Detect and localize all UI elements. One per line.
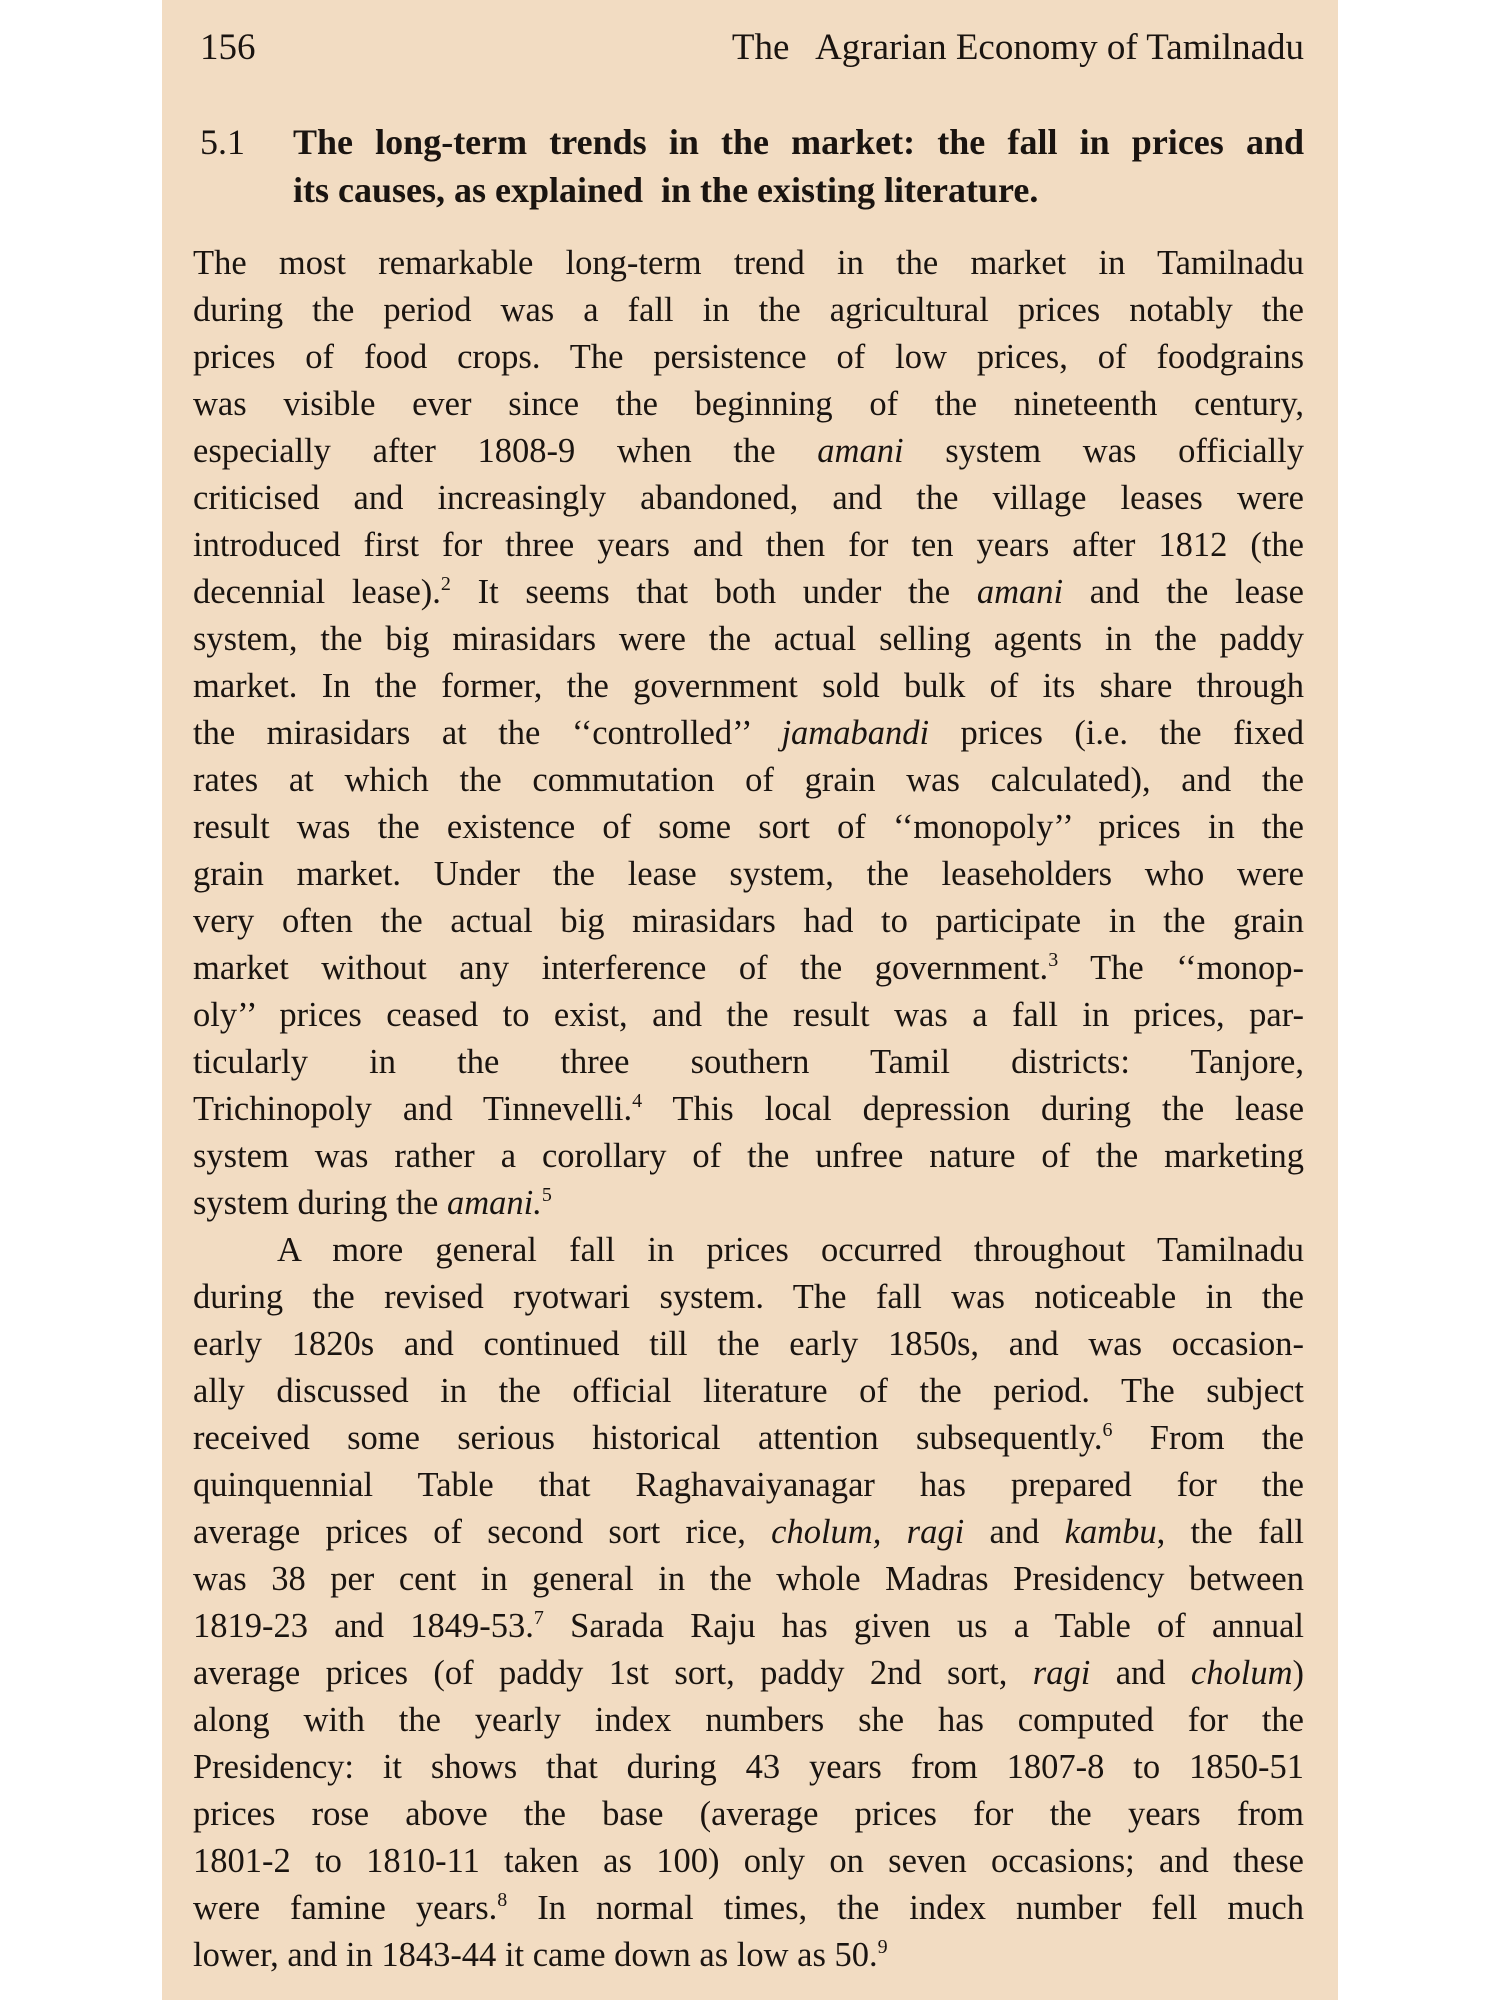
text-segment: From the xyxy=(1112,1419,1304,1457)
text-line xyxy=(193,1133,1304,1180)
text-segment: Trichinopoly and Tinnevelli. xyxy=(193,1090,633,1128)
section-number: 5.1 xyxy=(200,122,245,162)
text-segment: system was rather a corollary of the unfree nature of the marketing xyxy=(193,1137,1304,1175)
text-line xyxy=(193,1227,1304,1274)
text-line xyxy=(193,1650,1304,1697)
text-line xyxy=(193,1697,1304,1744)
text-segment: ally discussed in the official literature of the period. The subject xyxy=(193,1372,1304,1410)
text-segment: A more general fall in prices occurred throughout Tamilnadu xyxy=(277,1231,1304,1269)
text-segment: This local depression during the lease xyxy=(642,1090,1304,1128)
text-line xyxy=(193,1086,1304,1133)
text-line xyxy=(193,945,1304,992)
text-segment: average prices of second sort rice, xyxy=(193,1513,772,1551)
text-line xyxy=(193,522,1304,569)
text-line xyxy=(193,992,1304,1039)
book-page xyxy=(162,0,1338,2000)
footnote-marker: 8 xyxy=(497,1889,508,1911)
text-segment: early 1820s and continued till the early 1850s, and was occasion- xyxy=(193,1325,1304,1363)
text-segment: very often the actual big mirasidars had to participate in the grain xyxy=(193,902,1304,940)
text-line xyxy=(193,1462,1304,1509)
text-segment: the mirasidars at the ‘‘controlled’’ xyxy=(193,714,782,752)
italic-term: amani xyxy=(976,573,1064,611)
italic-term: cholum xyxy=(1190,1654,1293,1692)
text-line xyxy=(193,334,1304,381)
footnote-marker: 5 xyxy=(541,1184,552,1206)
text-segment: quinquennial Table that Raghavaiyanagar has prepared for the xyxy=(193,1466,1304,1504)
text-segment: and xyxy=(1090,1654,1191,1692)
text-segment: 1819-23 and 1849-53. xyxy=(193,1607,534,1645)
text-line xyxy=(193,1039,1304,1086)
text-line xyxy=(193,1274,1304,1321)
text-line xyxy=(193,428,1304,475)
text-segment: and the lease xyxy=(1063,573,1304,611)
text-segment: ticularly in the three southern Tamil districts: Tanjore, xyxy=(193,1043,1304,1081)
footnote-marker: 7 xyxy=(533,1607,544,1629)
text-segment: market without any interference of the government. xyxy=(193,949,1049,987)
text-line xyxy=(193,663,1304,710)
text-segment: In normal times, the index number fell much xyxy=(507,1889,1304,1927)
text-segment: Sarada Raju has given us a Table of annual xyxy=(543,1607,1304,1645)
text-segment: decennial lease). xyxy=(193,573,441,611)
text-segment: during the revised ryotwari system. The fall was noticeable in the xyxy=(193,1278,1304,1316)
text-line xyxy=(193,851,1304,898)
italic-term: amani. xyxy=(446,1184,542,1222)
footnote-marker: 9 xyxy=(877,1936,888,1958)
text-segment: grain market. Under the lease system, the leaseholders who were xyxy=(193,855,1304,893)
text-line xyxy=(193,1368,1304,1415)
text-segment: oly’’ prices ceased to exist, and the result was a fall in prices, par- xyxy=(193,996,1304,1034)
text-segment: system, the big mirasidars were the actual selling agents in the paddy xyxy=(193,620,1304,658)
page-number: 156 xyxy=(200,27,256,68)
text-segment: market. In the former, the government sold bulk of its share through xyxy=(193,667,1304,705)
text-line xyxy=(193,1838,1304,1885)
text-segment: especially after 1808-9 when the xyxy=(193,432,818,470)
text-segment: lower, and in 1843-44 it came down as low as 50. xyxy=(193,1936,878,1974)
text-segment: along with the yearly index numbers she has computed for the xyxy=(193,1701,1304,1739)
footnote-marker: 4 xyxy=(632,1090,643,1112)
text-line xyxy=(193,287,1304,334)
text-segment: The ‘‘monop- xyxy=(1058,949,1304,987)
text-line xyxy=(193,569,1304,616)
text-line xyxy=(193,475,1304,522)
text-line xyxy=(193,898,1304,945)
text-line xyxy=(193,1791,1304,1838)
italic-term: amani xyxy=(817,432,904,470)
text-segment: ) xyxy=(1292,1654,1304,1692)
text-segment: prices (i.e. the fixed xyxy=(929,714,1304,752)
section-title-line-1: The long-term trends in the market: the fall in prices and xyxy=(293,122,1304,162)
text-segment: during the period was a fall in the agricultural prices notably the xyxy=(193,291,1304,329)
footnote-marker: 3 xyxy=(1048,949,1059,971)
text-segment: were famine years. xyxy=(193,1889,498,1927)
italic-term: kambu xyxy=(1064,1513,1157,1551)
text-line xyxy=(193,757,1304,804)
running-title: The Agrarian Economy of Tamilnadu xyxy=(731,27,1304,68)
body-text xyxy=(193,240,1304,1979)
text-segment: was 38 per cent in general in the whole Madras Presidency between xyxy=(193,1560,1304,1598)
text-line xyxy=(193,1180,1304,1227)
text-segment: , the fall xyxy=(1156,1513,1304,1551)
text-line xyxy=(193,1321,1304,1368)
text-line xyxy=(193,1885,1304,1932)
text-line xyxy=(193,616,1304,663)
text-line xyxy=(193,710,1304,757)
italic-term: cholum, ragi xyxy=(771,1513,965,1551)
text-segment: Presidency: it shows that during 43 years from 1807-8 to 1850-51 xyxy=(193,1748,1304,1786)
text-line xyxy=(193,804,1304,851)
text-segment: was visible ever since the beginning of the nineteenth century, xyxy=(193,385,1304,423)
text-segment: criticised and increasingly abandoned, and the village leases were xyxy=(193,479,1304,517)
text-segment: 1801-2 to 1810-11 taken as 100) only on seven occasions; and these xyxy=(193,1842,1304,1880)
italic-term: ragi xyxy=(1032,1654,1091,1692)
italic-term: jamabandi xyxy=(781,714,930,752)
text-line xyxy=(193,381,1304,428)
text-segment: result was the existence of some sort of ‘‘monopoly’’ prices in the xyxy=(193,808,1304,846)
text-segment: rates at which the commutation of grain was calculated), and the xyxy=(193,761,1304,799)
text-line xyxy=(193,1603,1304,1650)
text-line xyxy=(193,1509,1304,1556)
text-segment: and xyxy=(964,1513,1065,1551)
text-segment: prices rose above the base (average prices for the years from xyxy=(193,1795,1304,1833)
text-segment: system during the xyxy=(193,1184,447,1222)
text-segment: prices of food crops. The persistence of low prices, of foodgrains xyxy=(193,338,1304,376)
footnote-marker: 6 xyxy=(1102,1419,1113,1441)
text-segment: introduced first for three years and then for ten years after 1812 (the xyxy=(193,526,1304,564)
text-line xyxy=(193,1556,1304,1603)
section-title-line-2: its causes, as explained in the existing literature. xyxy=(293,170,1039,210)
text-segment: The most remarkable long-term trend in the market in Tamilnadu xyxy=(193,244,1304,282)
text-line xyxy=(193,240,1304,287)
text-segment: system was officially xyxy=(903,432,1304,470)
text-segment: received some serious historical attention subsequently. xyxy=(193,1419,1103,1457)
footnote-marker: 2 xyxy=(440,573,451,595)
text-segment: average prices (of paddy 1st sort, paddy 2nd sort, xyxy=(193,1654,1033,1692)
text-segment: It seems that both under the xyxy=(450,573,977,611)
text-line xyxy=(193,1932,1304,1979)
text-line xyxy=(193,1415,1304,1462)
text-line xyxy=(193,1744,1304,1791)
running-header xyxy=(200,18,1304,78)
